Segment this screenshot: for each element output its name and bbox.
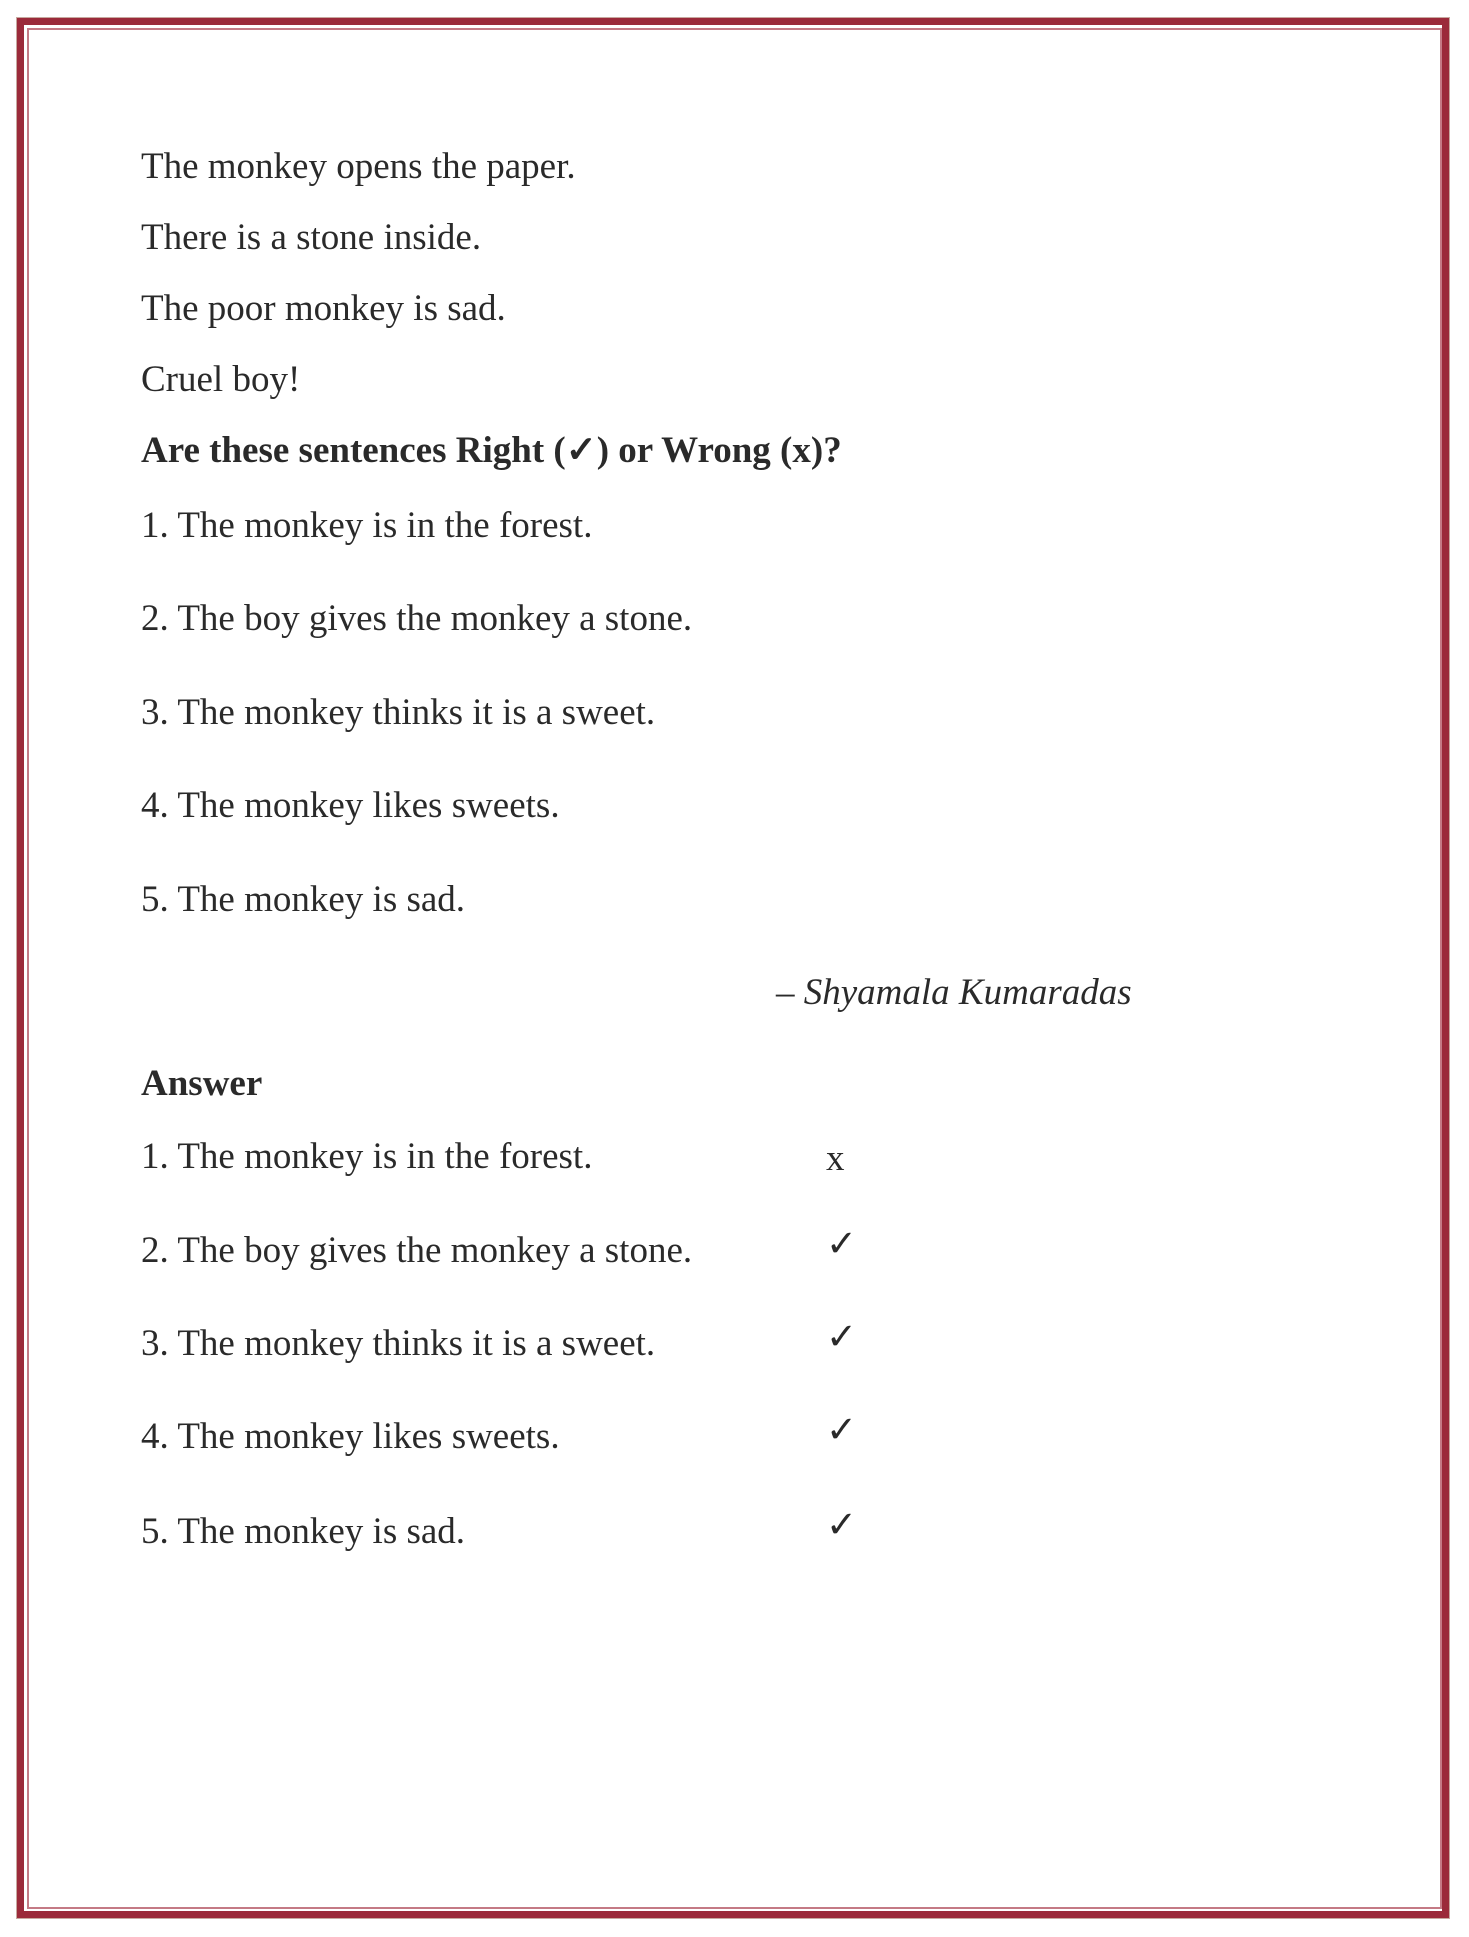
question-item: 5. The monkey is sad. xyxy=(141,879,466,920)
question-item: 4. The monkey likes sweets. xyxy=(141,785,560,826)
check-mark-icon: ✓ xyxy=(826,1410,858,1451)
question-heading: Are these sentences Right (✓) or Wrong (x)? xyxy=(141,430,842,471)
story-line: Cruel boy! xyxy=(141,359,301,400)
answer-item: 2. The boy gives the monkey a stone. xyxy=(141,1230,693,1271)
wrong-mark: x xyxy=(826,1138,845,1179)
question-item: 1. The monkey is in the forest. xyxy=(141,505,593,546)
story-line: The monkey opens the paper. xyxy=(141,146,576,187)
check-mark-icon: ✓ xyxy=(826,1224,858,1265)
author-credit: – Shyamala Kumaradas xyxy=(776,972,1132,1013)
answer-item: 3. The monkey thinks it is a sweet. xyxy=(141,1323,656,1364)
answer-item: 4. The monkey likes sweets. xyxy=(141,1416,560,1457)
answer-item: 5. The monkey is sad. xyxy=(141,1511,466,1552)
story-line: There is a stone inside. xyxy=(141,217,482,258)
question-item: 3. The monkey thinks it is a sweet. xyxy=(141,692,656,733)
answer-heading: Answer xyxy=(141,1063,263,1104)
question-item: 2. The boy gives the monkey a stone. xyxy=(141,598,693,639)
story-line: The poor monkey is sad. xyxy=(141,288,506,329)
answer-item: 1. The monkey is in the forest. xyxy=(141,1136,593,1177)
check-mark-icon: ✓ xyxy=(826,1317,858,1358)
check-mark-icon: ✓ xyxy=(826,1505,858,1546)
